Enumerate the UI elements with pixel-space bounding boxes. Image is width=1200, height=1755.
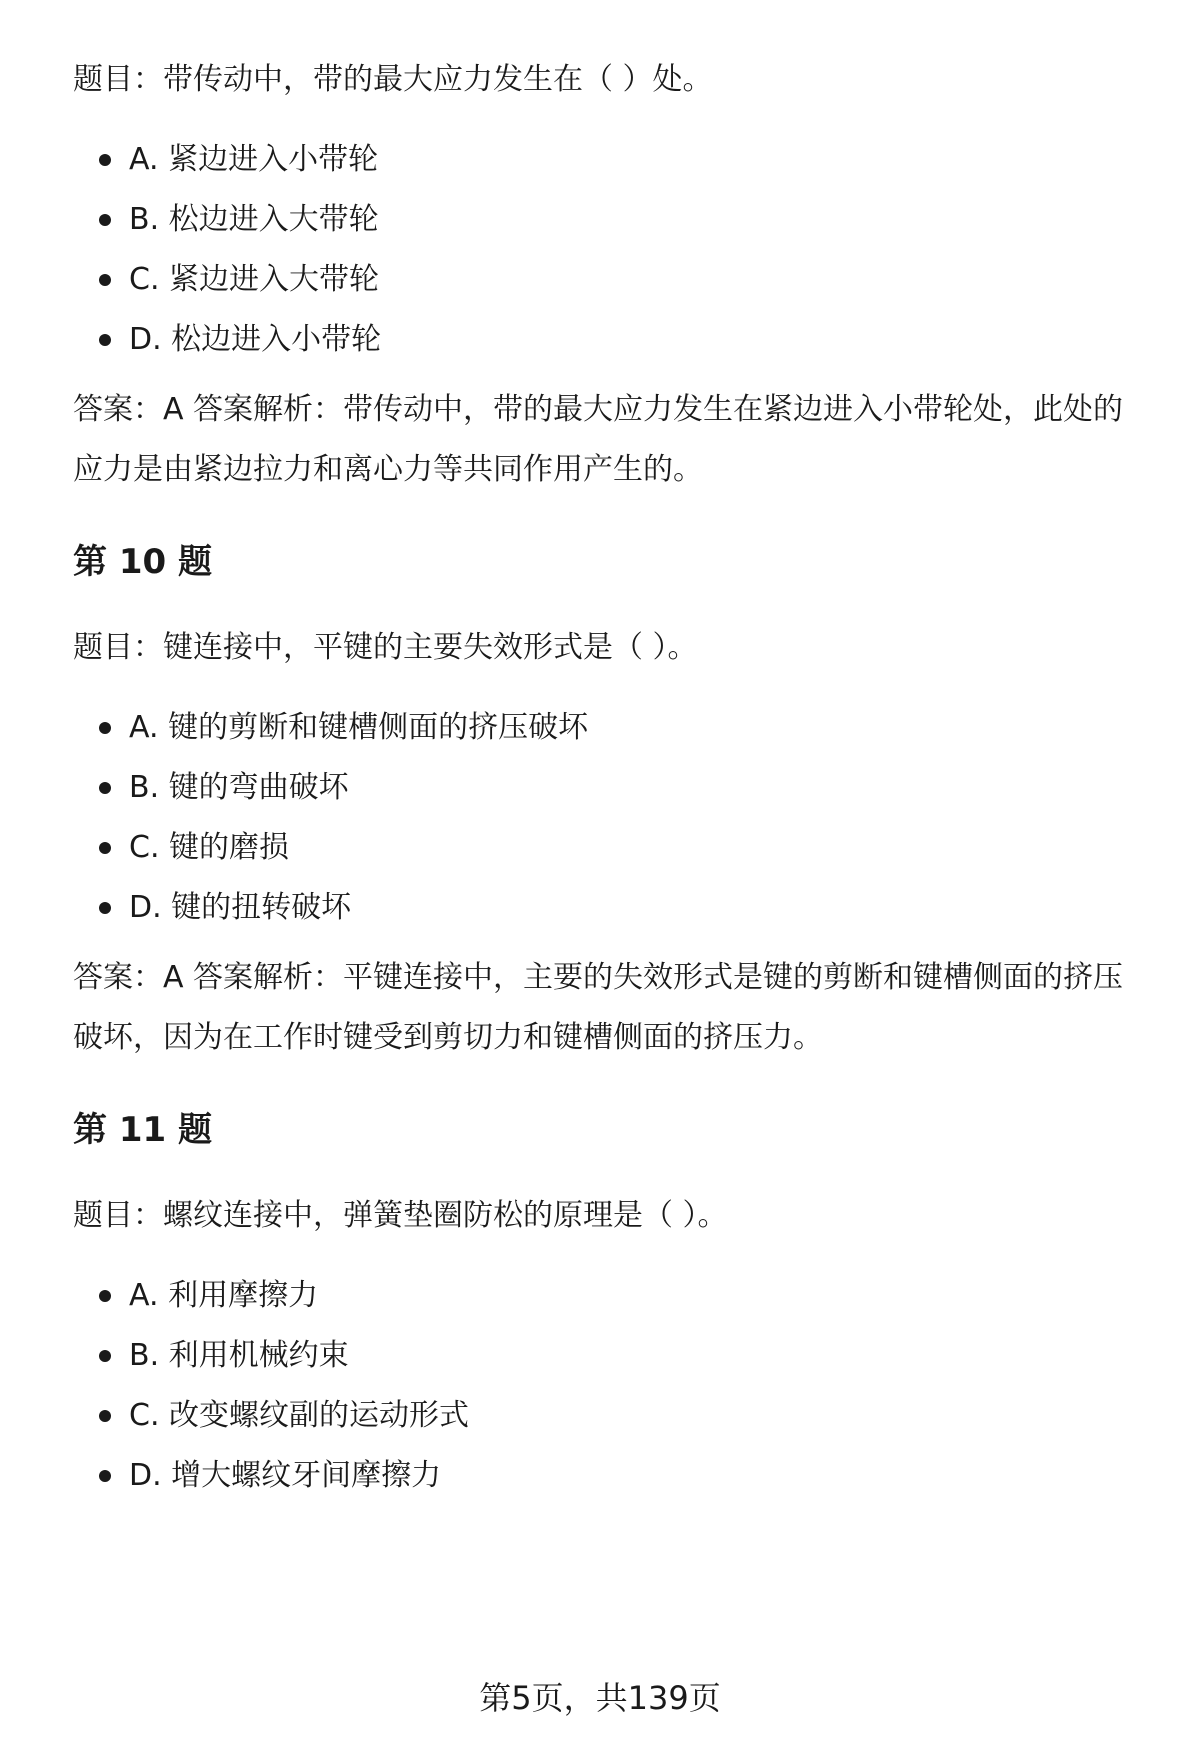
option-item	[73, 1336, 1153, 1376]
option-label: B. 键的弯曲破坏	[129, 770, 349, 805]
option-item	[73, 260, 1153, 300]
option-item	[73, 828, 1153, 868]
question-10-text: 题目：键连接中，平键的主要失效形式是（ ）。	[73, 630, 698, 665]
page-footer: 第5页，共139页	[479, 1679, 721, 1717]
bullet-icon	[99, 902, 111, 914]
question-10-options	[73, 708, 1153, 928]
option-label: C. 键的磨损	[129, 830, 290, 865]
question-10-answer: 答案：A 答案解析：平键连接中，主要的失效形式是键的剪断和键槽侧面的挤压破坏，因为在工作时键受到剪切力和键槽侧面的挤压力。	[73, 960, 1124, 1055]
question-9-answer: 答案：A 答案解析：带传动中，带的最大应力发生在紧边进入小带轮处，此处的应力是由紧边拉力和离心力等共同作用产生的。	[73, 392, 1124, 487]
option-label: B. 松边进入大带轮	[129, 202, 379, 237]
question-11-options	[73, 1276, 1153, 1496]
bullet-icon	[99, 1350, 111, 1362]
bullet-icon	[99, 782, 111, 794]
bullet-icon	[99, 1470, 111, 1482]
option-label: C. 改变螺纹副的运动形式	[129, 1398, 470, 1433]
bullet-icon	[99, 1410, 111, 1422]
option-label: C. 紧边进入大带轮	[129, 262, 380, 297]
option-item	[73, 768, 1153, 808]
option-label: A. 利用摩擦力	[129, 1278, 319, 1313]
option-item	[73, 140, 1153, 180]
option-label: D. 增大螺纹牙间摩擦力	[129, 1458, 442, 1493]
option-item	[73, 1276, 1153, 1316]
question-9-text: 题目：带传动中，带的最大应力发生在（ ）处。	[73, 62, 713, 97]
page-content	[73, 60, 1153, 1516]
bullet-icon	[99, 334, 111, 346]
option-label: B. 利用机械约束	[129, 1338, 349, 1373]
question-10-heading: 第 10 题	[73, 542, 212, 582]
question-11-text: 题目：螺纹连接中，弹簧垫圈防松的原理是（ ）。	[73, 1198, 728, 1233]
question-11-heading: 第 11 题	[73, 1110, 212, 1150]
bullet-icon	[99, 154, 111, 166]
option-item	[73, 320, 1153, 360]
option-label: D. 键的扭转破坏	[129, 890, 352, 925]
option-item	[73, 200, 1153, 240]
question-9-options	[73, 140, 1153, 360]
bullet-icon	[99, 214, 111, 226]
option-item	[73, 1456, 1153, 1496]
bullet-icon	[99, 842, 111, 854]
bullet-icon	[99, 274, 111, 286]
bullet-icon	[99, 722, 111, 734]
option-item	[73, 1396, 1153, 1436]
option-item	[73, 888, 1153, 928]
option-label: A. 键的剪断和键槽侧面的挤压破坏	[129, 710, 589, 745]
option-item	[73, 708, 1153, 748]
bullet-icon	[99, 1290, 111, 1302]
option-label: A. 紧边进入小带轮	[129, 142, 379, 177]
option-label: D. 松边进入小带轮	[129, 322, 382, 357]
